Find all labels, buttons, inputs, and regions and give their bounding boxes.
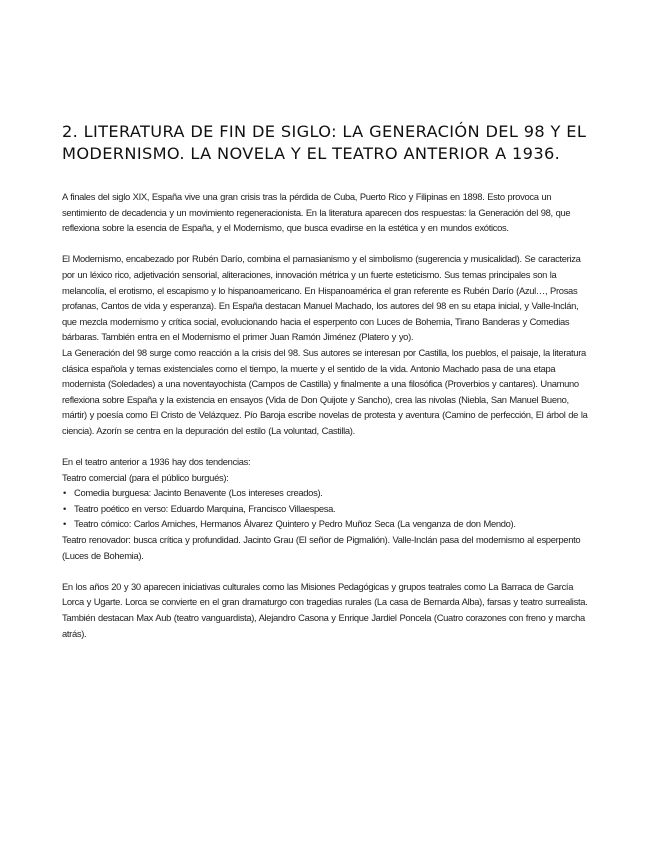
modernismo-paragraph: El Modernismo, encabezado por Rubén Darío, combina el parnasianismo y el simbolismo (sugerencia y musicalidad). Se caracteriza por un léxico rico, adjetivación sensorial, aliteraciones, innovación métrica y un fuerte esteticismo. Sus temas principales son la melancolía, el erotismo, el escapismo y lo hispanoamericano. En Hispanoamérica el gran referente es Rubén Darío (Azul…, Prosas profanas, Cantos de vida y esperanza). En España destacan Manuel Machado, los autores del 98 en su etapa inicial, y Valle-Inclán, que mezcla modernismo y crítica social, evolucionando hacia el esperpento con Luces de Bohemia, Tirano Banderas y Comedias bárbaras. También entra en el Modernismo el primer Juan Ramón Jiménez (Platero y yo). bbox=[62, 253, 581, 343]
teatro-comercial-list bbox=[62, 485, 590, 532]
list-item: • Comedia burguesa: Jacinto Benavente (Los intereses creados). bbox=[62, 485, 590, 501]
intro-paragraph: A finales del siglo XIX, España vive una gran crisis tras la pérdida de Cuba, Puerto Rico y Filipinas en 1898. Esto provoca un sentimiento de decadencia y un movimiento regeneracionista. En la literatura aparecen dos respuestas: la Generación del 98, que reflexiona sobre la esencia de España, y el Modernismo, que busca evadirse en la estética y en mundos exóticos. bbox=[62, 191, 571, 234]
teatro-comercial-heading: Teatro comercial (para el público burgués): bbox=[62, 471, 229, 483]
section-title: 2. LITERATURA DE FIN DE SIGLO: LA GENERACIÓN DEL 98 Y EL MODERNISMO. LA NOVELA Y EL TEATRO ANTERIOR A 1936. bbox=[62, 122, 587, 163]
document-body bbox=[62, 189, 590, 641]
anos-20-30-paragraph: En los años 20 y 30 aparecen iniciativas culturales como las Misiones Pedagógicas y grupos teatrales como La Barraca de García Lorca y Ugarte. Lorca se convierte en el gran dramaturgo con tragedias rurales (La casa de Bernarda Alba), farsas y teatro surrealista. También destacan Max Aub (teatro vanguardista), Alejandro Casona y Enrique Jardiel Poncela (Cuatro corazones con freno y marcha atrás). bbox=[62, 580, 588, 639]
list-item: • Teatro poético en verso: Eduardo Marquina, Francisco Villaespesa. bbox=[62, 501, 590, 517]
teatro-intro: En el teatro anterior a 1936 hay dos tendencias: bbox=[62, 456, 251, 468]
paragraph-spacer bbox=[62, 563, 590, 579]
paragraph-spacer bbox=[62, 236, 590, 252]
generacion-98-paragraph: La Generación del 98 surge como reacción a la crisis del 98. Sus autores se interesan por Castilla, los pueblos, el paisaje, la literatura clásica española y temas existenciales como el tiempo, la muerte y el sentido de la vida. Antonio Machado pasa de una etapa modernista (Soledades) a una noventayochista (Campos de Castilla) y finalmente a una filosófica (Proverbios y cantares). Unamuno reflexiona sobre España y la existencia en ensayos (Vida de Don Quijote y Sancho), crea las nivolas (Niebla, San Manuel Bueno, mártir) y poesía como El Cristo de Velázquez. Pío Baroja escribe novelas de protesta y aventura (Camino de perfección, El árbol de la ciencia). Azorín se centra en la depuración del estilo (La voluntad, Castilla). bbox=[62, 346, 588, 436]
paragraph-spacer bbox=[62, 439, 590, 455]
teatro-renovador-paragraph: Teatro renovador: busca crítica y profundidad. Jacinto Grau (El señor de Pigmalión). Valle-Inclán pasa del modernismo al esperpento (Luces de Bohemia). bbox=[62, 534, 581, 561]
list-item: • Teatro cómico: Carlos Arniches, Hermanos Álvarez Quintero y Pedro Muñoz Seca (La venganza de don Mendo). bbox=[62, 516, 590, 532]
